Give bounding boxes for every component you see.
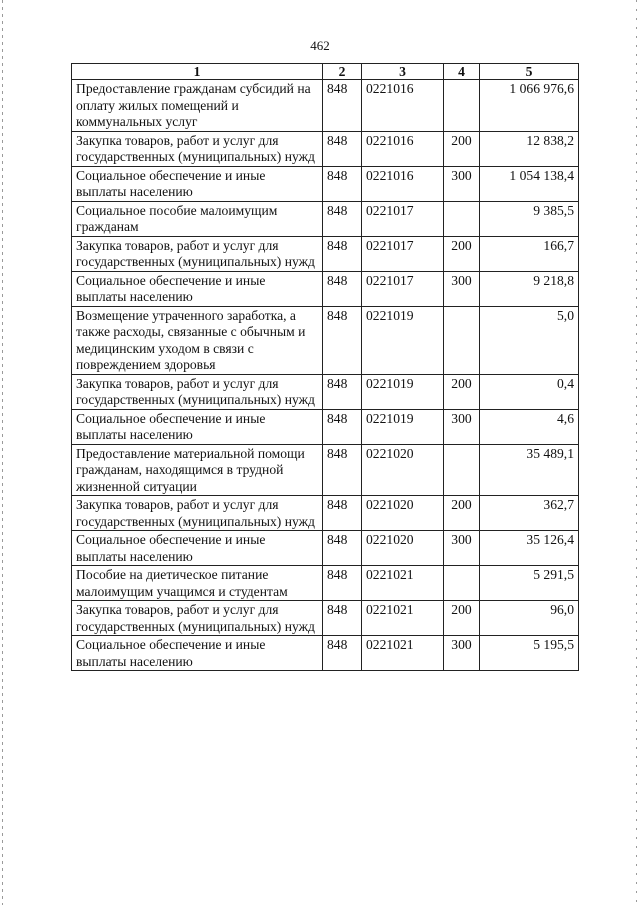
row-name: Закупка товаров, работ и услуг для государственных (муниципальных) нужд xyxy=(72,131,323,166)
column-header-1: 1 xyxy=(72,64,323,80)
row-code-4: 200 xyxy=(444,131,480,166)
table-row xyxy=(72,409,579,444)
row-name: Предоставление материальной помощи гражданам, находящимся в трудной жизненной ситуации xyxy=(72,444,323,496)
header-row xyxy=(72,64,579,80)
budget-table xyxy=(71,63,579,671)
row-amount: 5,0 xyxy=(480,306,579,374)
table-body xyxy=(72,80,579,671)
row-code-4 xyxy=(444,80,480,132)
row-code-2: 848 xyxy=(323,131,362,166)
column-header-4: 4 xyxy=(444,64,480,80)
row-code-3: 0221021 xyxy=(362,601,444,636)
row-code-2: 848 xyxy=(323,531,362,566)
row-amount: 0,4 xyxy=(480,374,579,409)
row-code-3: 0221020 xyxy=(362,496,444,531)
row-name: Возмещение утраченного заработка, а также расходы, связанные с обычным и медицинским уходом в связи с повреждением здоровья xyxy=(72,306,323,374)
row-amount: 35 126,4 xyxy=(480,531,579,566)
scan-edge-right xyxy=(636,0,637,905)
table-header xyxy=(72,64,579,80)
page-number: 462 xyxy=(310,38,330,53)
table-row xyxy=(72,306,579,374)
row-amount: 35 489,1 xyxy=(480,444,579,496)
column-header-5: 5 xyxy=(480,64,579,80)
row-amount: 5 291,5 xyxy=(480,566,579,601)
table-row xyxy=(72,166,579,201)
row-code-3: 0221020 xyxy=(362,531,444,566)
row-code-4 xyxy=(444,201,480,236)
row-code-3: 0221016 xyxy=(362,166,444,201)
row-code-2: 848 xyxy=(323,306,362,374)
row-name: Предоставление гражданам субсидий на оплату жилых помещений и коммунальных услуг xyxy=(72,80,323,132)
row-code-2: 848 xyxy=(323,636,362,671)
row-code-3: 0221019 xyxy=(362,374,444,409)
row-code-3: 0221021 xyxy=(362,566,444,601)
row-code-2: 848 xyxy=(323,201,362,236)
table-row xyxy=(72,636,579,671)
row-name: Социальное обеспечение и иные выплаты населению xyxy=(72,271,323,306)
row-code-2: 848 xyxy=(323,601,362,636)
row-code-4: 300 xyxy=(444,409,480,444)
row-amount: 166,7 xyxy=(480,236,579,271)
table-row xyxy=(72,80,579,132)
row-code-3: 0221019 xyxy=(362,409,444,444)
row-amount: 5 195,5 xyxy=(480,636,579,671)
row-code-2: 848 xyxy=(323,374,362,409)
column-header-2: 2 xyxy=(323,64,362,80)
row-name: Социальное пособие малоимущим гражданам xyxy=(72,201,323,236)
row-code-3: 0221020 xyxy=(362,444,444,496)
table-row xyxy=(72,601,579,636)
row-amount: 9 385,5 xyxy=(480,201,579,236)
row-name: Закупка товаров, работ и услуг для государственных (муниципальных) нужд xyxy=(72,496,323,531)
row-code-2: 848 xyxy=(323,444,362,496)
row-amount: 362,7 xyxy=(480,496,579,531)
table-row xyxy=(72,236,579,271)
row-amount: 1 054 138,4 xyxy=(480,166,579,201)
table-row xyxy=(72,271,579,306)
row-name: Закупка товаров, работ и услуг для государственных (муниципальных) нужд xyxy=(72,236,323,271)
table-row xyxy=(72,566,579,601)
row-code-2: 848 xyxy=(323,271,362,306)
row-code-2: 848 xyxy=(323,80,362,132)
table-row xyxy=(72,374,579,409)
row-amount: 1 066 976,6 xyxy=(480,80,579,132)
row-code-4: 200 xyxy=(444,496,480,531)
row-amount: 9 218,8 xyxy=(480,271,579,306)
row-code-4: 200 xyxy=(444,236,480,271)
row-code-2: 848 xyxy=(323,409,362,444)
row-code-4: 200 xyxy=(444,601,480,636)
table-row xyxy=(72,201,579,236)
row-name: Социальное обеспечение и иные выплаты населению xyxy=(72,166,323,201)
row-code-2: 848 xyxy=(323,496,362,531)
row-amount: 12 838,2 xyxy=(480,131,579,166)
row-code-4: 200 xyxy=(444,374,480,409)
table-row xyxy=(72,496,579,531)
row-code-3: 0221019 xyxy=(362,306,444,374)
row-code-3: 0221016 xyxy=(362,80,444,132)
row-name: Закупка товаров, работ и услуг для государственных (муниципальных) нужд xyxy=(72,374,323,409)
row-code-4 xyxy=(444,306,480,374)
row-code-2: 848 xyxy=(323,566,362,601)
row-code-2: 848 xyxy=(323,166,362,201)
row-code-4: 300 xyxy=(444,271,480,306)
table-row xyxy=(72,131,579,166)
row-code-3: 0221021 xyxy=(362,636,444,671)
row-code-4 xyxy=(444,444,480,496)
row-name: Пособие на диетическое питание малоимущим учащимся и студентам xyxy=(72,566,323,601)
table-row xyxy=(72,531,579,566)
row-name: Социальное обеспечение и иные выплаты населению xyxy=(72,409,323,444)
row-name: Социальное обеспечение и иные выплаты населению xyxy=(72,531,323,566)
row-code-4: 300 xyxy=(444,166,480,201)
row-code-3: 0221017 xyxy=(362,201,444,236)
column-header-3: 3 xyxy=(362,64,444,80)
scan-edge-left xyxy=(2,0,3,905)
row-amount: 4,6 xyxy=(480,409,579,444)
table-row xyxy=(72,444,579,496)
row-code-3: 0221016 xyxy=(362,131,444,166)
row-code-4 xyxy=(444,566,480,601)
row-name: Закупка товаров, работ и услуг для государственных (муниципальных) нужд xyxy=(72,601,323,636)
row-amount: 96,0 xyxy=(480,601,579,636)
row-name: Социальное обеспечение и иные выплаты населению xyxy=(72,636,323,671)
row-code-4: 300 xyxy=(444,636,480,671)
row-code-2: 848 xyxy=(323,236,362,271)
row-code-3: 0221017 xyxy=(362,271,444,306)
row-code-3: 0221017 xyxy=(362,236,444,271)
row-code-4: 300 xyxy=(444,531,480,566)
